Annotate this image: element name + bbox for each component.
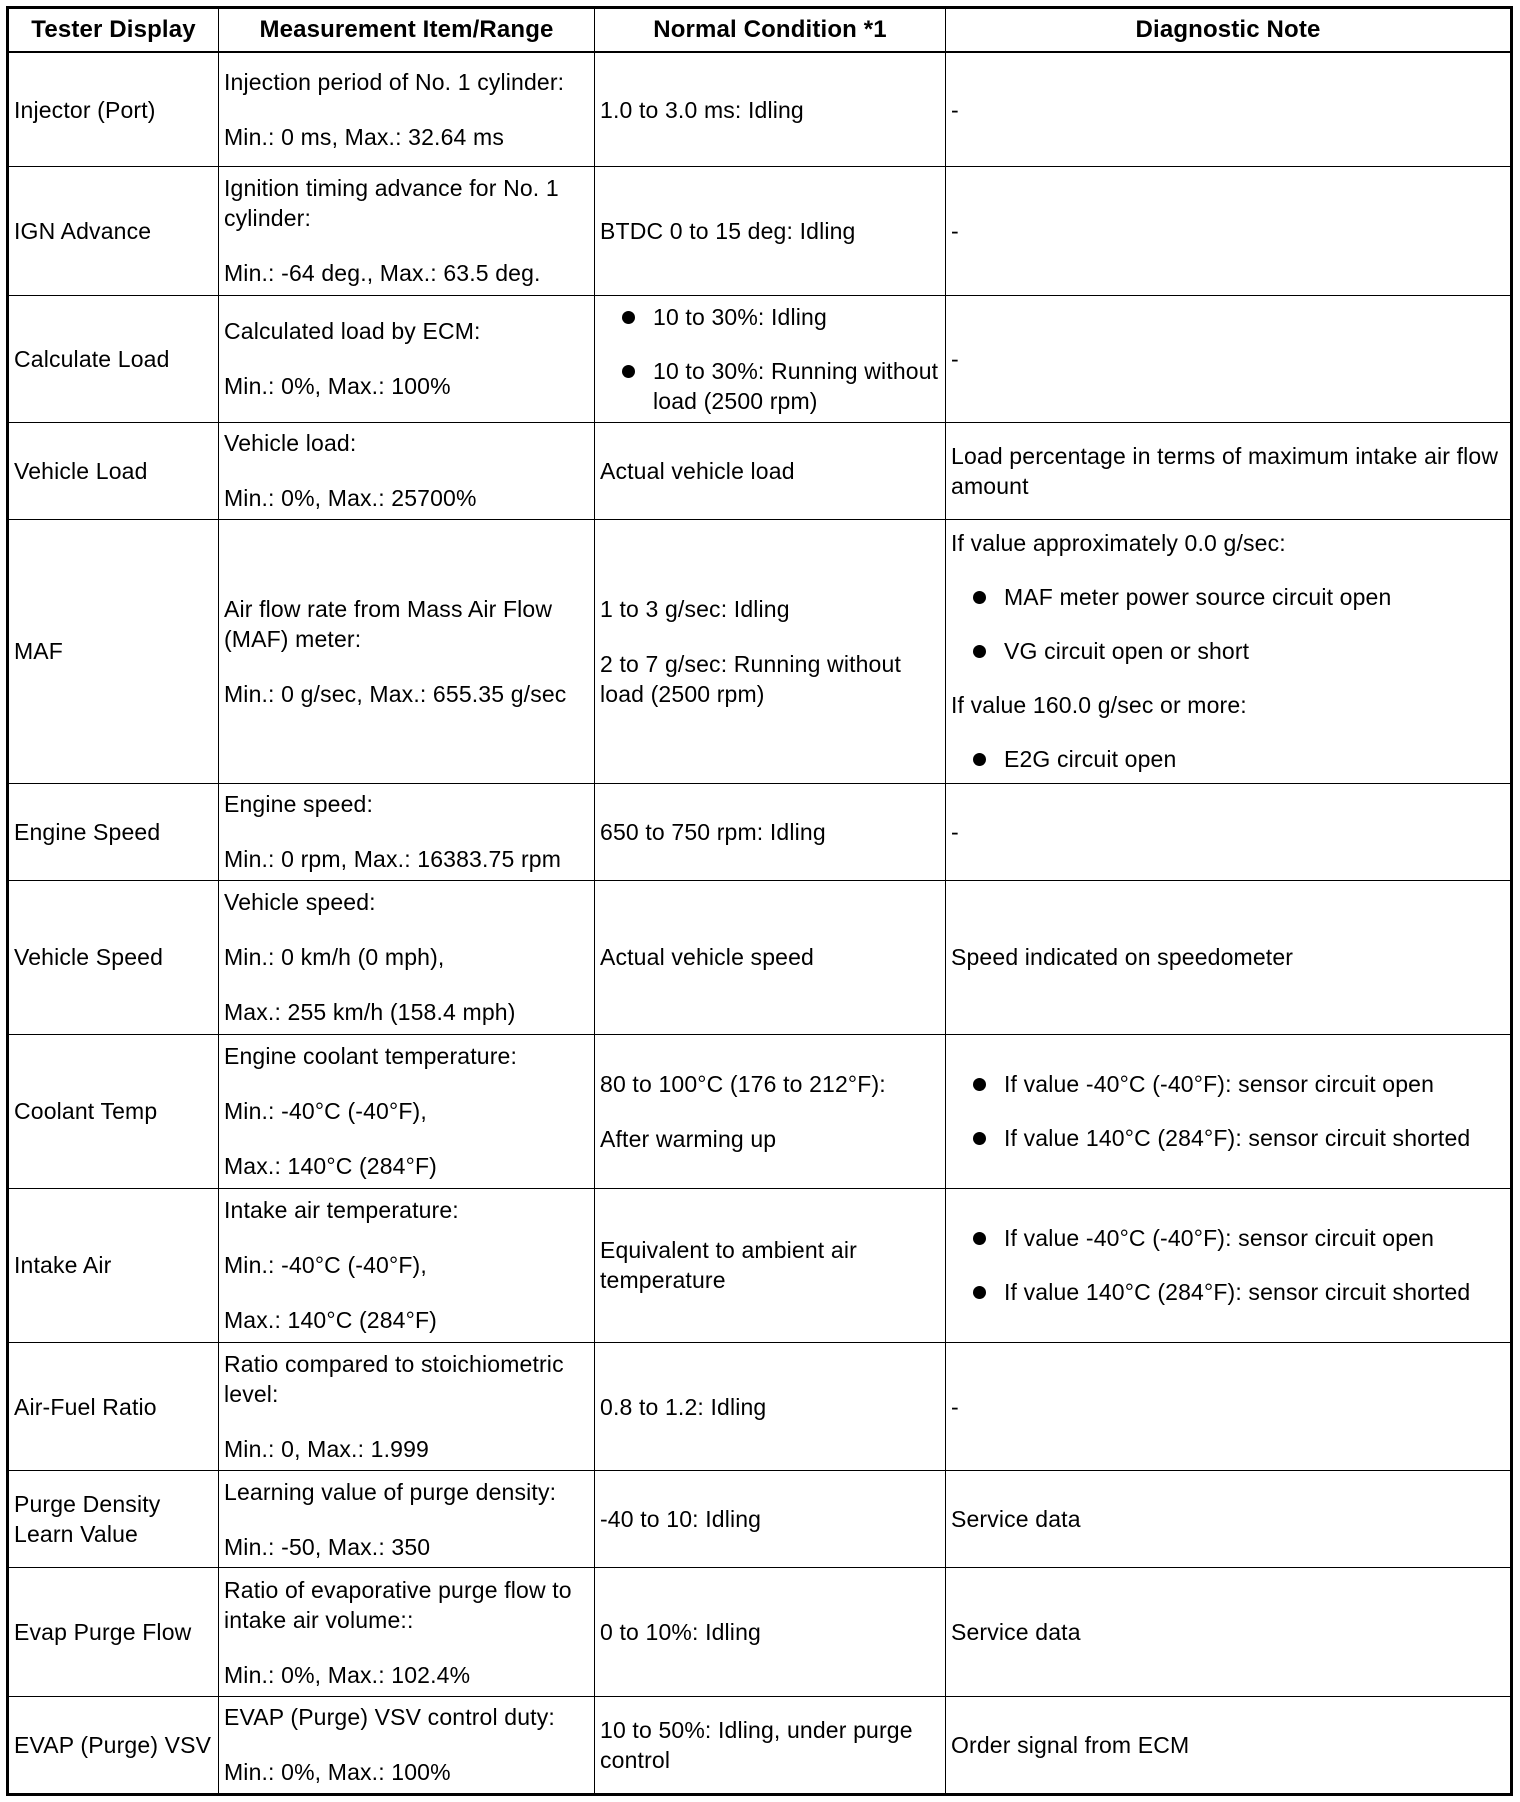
bullet-item: If value -40°C (-40°F): sensor circuit open	[951, 1223, 1505, 1253]
measurement-line: Air flow rate from Mass Air Flow (MAF) meter:	[224, 595, 553, 652]
note-bullet-list	[951, 1069, 1505, 1153]
measurement-line: Ratio compared to stoichiometric level:	[224, 1351, 564, 1408]
tester-display-cell: Air-Fuel Ratio	[8, 1343, 219, 1471]
measurement-cell	[219, 1034, 595, 1188]
data-list-sheet	[6, 6, 1510, 1796]
tester-display-cell: EVAP (Purge) VSV	[8, 1696, 219, 1794]
header-normal-condition: Normal Condition *1	[595, 8, 946, 53]
normal-line: 80 to 100°C (176 to 212°F):	[600, 1070, 886, 1097]
measurement-cell	[219, 422, 595, 519]
normal-condition-cell: BTDC 0 to 15 deg: Idling	[595, 167, 946, 295]
measurement-line: Max.: 140°C (284°F)	[224, 1153, 437, 1180]
diagnostic-note-cell	[946, 1188, 1512, 1342]
diagnostic-note-cell: Load percentage in terms of maximum intake air flow amount	[946, 422, 1512, 519]
diagnostic-note-cell: Service data	[946, 1471, 1512, 1568]
normal-condition-cell: 650 to 750 rpm: Idling	[595, 783, 946, 880]
measurement-line: Min.: -40°C (-40°F),	[224, 1252, 427, 1279]
bullet-item: 10 to 30%: Idling	[600, 302, 940, 332]
note-bullet-list	[951, 1223, 1505, 1307]
normal-line: 1 to 3 g/sec: Idling	[600, 595, 790, 622]
diagnostic-note-cell	[946, 1034, 1512, 1188]
measurement-cell	[219, 1568, 595, 1696]
measurement-cell	[219, 52, 595, 167]
note-bullet-list	[951, 744, 1505, 774]
diagnostic-note-cell	[946, 519, 1512, 783]
normal-condition-cell	[595, 295, 946, 422]
header-measurement-item: Measurement Item/Range	[219, 8, 595, 53]
measurement-cell	[219, 783, 595, 880]
diagnostic-note-cell: -	[946, 52, 1512, 167]
table-row	[8, 519, 1512, 783]
measurement-line: Vehicle speed:	[224, 889, 376, 916]
measurement-cell	[219, 295, 595, 422]
measurement-line: Min.: 0 ms, Max.: 32.64 ms	[224, 124, 504, 151]
normal-condition-cell: 10 to 50%: Idling, under purge control	[595, 1696, 946, 1794]
diagnostic-note-cell: -	[946, 1343, 1512, 1471]
header-tester-display: Tester Display	[8, 8, 219, 53]
header-diagnostic-note: Diagnostic Note	[946, 8, 1512, 53]
measurement-line: Intake air temperature:	[224, 1197, 459, 1224]
table-row	[8, 167, 1512, 295]
bullet-item: VG circuit open or short	[951, 636, 1505, 666]
table-row	[8, 52, 1512, 167]
measurement-cell	[219, 1471, 595, 1568]
bullet-item: If value -40°C (-40°F): sensor circuit open	[951, 1069, 1505, 1099]
header-row	[8, 8, 1512, 53]
measurement-line: Ignition timing advance for No. 1 cylinder:	[224, 175, 559, 232]
measurement-line: Min.: 0%, Max.: 25700%	[224, 485, 477, 512]
normal-condition-cell: 1.0 to 3.0 ms: Idling	[595, 52, 946, 167]
measurement-line: Min.: 0 km/h (0 mph),	[224, 944, 445, 971]
bullet-item: E2G circuit open	[951, 744, 1505, 774]
tester-display-cell: Injector (Port)	[8, 52, 219, 167]
tester-display-cell: Engine Speed	[8, 783, 219, 880]
tester-display-cell: Intake Air	[8, 1188, 219, 1342]
normal-condition-cell	[595, 1034, 946, 1188]
note-bullet-list	[951, 582, 1505, 666]
table-row	[8, 1343, 1512, 1471]
bullet-item: If value 140°C (284°F): sensor circuit shorted	[951, 1123, 1505, 1153]
measurement-cell	[219, 1188, 595, 1342]
measurement-line: Min.: 0%, Max.: 100%	[224, 373, 451, 400]
measurement-line: Min.: -64 deg., Max.: 63.5 deg.	[224, 260, 541, 287]
tester-display-cell: Vehicle Load	[8, 422, 219, 519]
data-list-table	[6, 6, 1513, 1796]
measurement-line: Min.: 0 rpm, Max.: 16383.75 rpm	[224, 846, 562, 873]
bullet-item: If value 140°C (284°F): sensor circuit shorted	[951, 1277, 1505, 1307]
tester-display-cell: Calculate Load	[8, 295, 219, 422]
measurement-line: Engine coolant temperature:	[224, 1043, 518, 1070]
normal-bullet-list	[600, 302, 940, 416]
measurement-cell	[219, 1696, 595, 1794]
normal-condition-cell: Equivalent to ambient air temperature	[595, 1188, 946, 1342]
diagnostic-note-cell: -	[946, 295, 1512, 422]
measurement-line: EVAP (Purge) VSV control duty:	[224, 1704, 555, 1731]
measurement-line: Min.: 0 g/sec, Max.: 655.35 g/sec	[224, 680, 567, 707]
tester-display-cell: MAF	[8, 519, 219, 783]
measurement-line: Min.: 0%, Max.: 100%	[224, 1759, 451, 1786]
measurement-line: Max.: 140°C (284°F)	[224, 1307, 437, 1334]
tester-display-cell: Purge Density Learn Value	[8, 1471, 219, 1568]
table-row	[8, 783, 1512, 880]
measurement-cell	[219, 1343, 595, 1471]
measurement-line: Calculated load by ECM:	[224, 318, 481, 345]
table-row	[8, 1188, 1512, 1342]
table-row	[8, 1696, 1512, 1794]
bullet-item: 10 to 30%: Running without load (2500 rpm)	[600, 356, 940, 416]
measurement-line: Max.: 255 km/h (158.4 mph)	[224, 999, 516, 1026]
table-row	[8, 295, 1512, 422]
normal-line: 2 to 7 g/sec: Running without load (2500 rpm)	[600, 650, 901, 707]
normal-condition-cell	[595, 519, 946, 783]
normal-line: After warming up	[600, 1125, 777, 1152]
table-row	[8, 1568, 1512, 1696]
normal-condition-cell: Actual vehicle load	[595, 422, 946, 519]
measurement-line: Min.: 0, Max.: 1.999	[224, 1436, 429, 1463]
measurement-line: Min.: 0%, Max.: 102.4%	[224, 1661, 471, 1688]
measurement-cell	[219, 167, 595, 295]
diagnostic-note-cell: -	[946, 783, 1512, 880]
normal-condition-cell: -40 to 10: Idling	[595, 1471, 946, 1568]
measurement-line: Min.: -50, Max.: 350	[224, 1533, 431, 1560]
tester-display-cell: IGN Advance	[8, 167, 219, 295]
note-line: If value 160.0 g/sec or more:	[951, 692, 1247, 719]
bullet-item: MAF meter power source circuit open	[951, 582, 1505, 612]
measurement-line: Vehicle load:	[224, 430, 357, 457]
table-row	[8, 422, 1512, 519]
measurement-cell	[219, 519, 595, 783]
diagnostic-note-cell: -	[946, 167, 1512, 295]
measurement-line: Min.: -40°C (-40°F),	[224, 1098, 427, 1125]
normal-condition-cell: Actual vehicle speed	[595, 880, 946, 1034]
table-row	[8, 880, 1512, 1034]
table-row	[8, 1471, 1512, 1568]
measurement-cell	[219, 880, 595, 1034]
tester-display-cell: Evap Purge Flow	[8, 1568, 219, 1696]
tester-display-cell: Coolant Temp	[8, 1034, 219, 1188]
normal-condition-cell: 0.8 to 1.2: Idling	[595, 1343, 946, 1471]
measurement-line: Injection period of No. 1 cylinder:	[224, 69, 565, 96]
tester-display-cell: Vehicle Speed	[8, 880, 219, 1034]
measurement-line: Learning value of purge density:	[224, 1478, 557, 1505]
diagnostic-note-cell: Service data	[946, 1568, 1512, 1696]
measurement-line: Ratio of evaporative purge flow to intake air volume::	[224, 1576, 572, 1633]
note-line: If value approximately 0.0 g/sec:	[951, 530, 1286, 557]
diagnostic-note-cell: Order signal from ECM	[946, 1696, 1512, 1794]
diagnostic-note-cell: Speed indicated on speedometer	[946, 880, 1512, 1034]
normal-condition-cell: 0 to 10%: Idling	[595, 1568, 946, 1696]
table-row	[8, 1034, 1512, 1188]
measurement-line: Engine speed:	[224, 791, 374, 818]
